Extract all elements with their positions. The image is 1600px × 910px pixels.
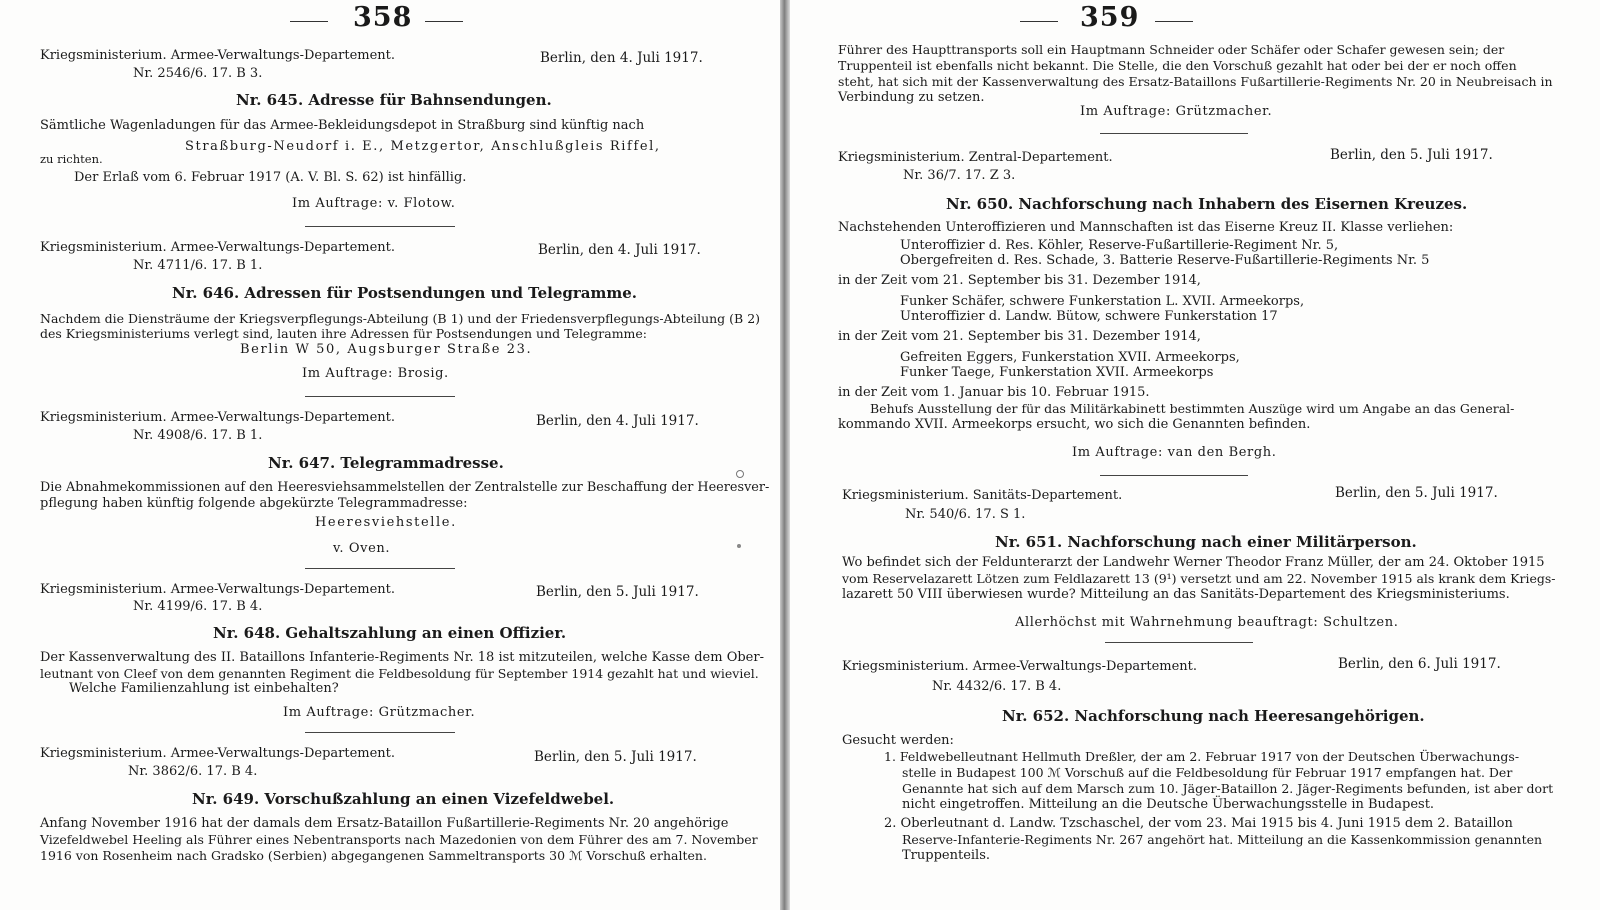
address-line: Straßburg-Neudorf i. E., Metzgertor, Anschlußgleis Riffel, — [185, 139, 661, 154]
signature-line: Allerhöchst mit Wahrnehmung beauftragt: Schultzen. — [1015, 615, 1399, 630]
list-item: 1. Feldwebelleutnant Hellmuth Dreßler, der am 2. Februar 1917 von der Deutschen Überwachungs- — [884, 749, 1520, 764]
issuer-header: Kriegsministerium. Armee-Verwaltungs-Departement. — [40, 410, 396, 425]
body-text: des Kriegsministeriums verlegt sind, lauten ihre Adressen für Postsendungen und Telegramme: — [40, 326, 648, 341]
body-text: 1916 von Rosenheim nach Gradsko (Serbien) abgegangenen Sammeltransports 30 ℳ Vorschuß erhalten. — [40, 848, 707, 863]
issue-date: Berlin, den 4. Juli 1917. — [538, 242, 701, 258]
list-item: nicht eingetroffen. Mitteilung an die Deutsche Überwachungsstelle in Budapest. — [902, 797, 1435, 812]
body-text: Wo befindet sich der Feldunterarzt der Landwehr Werner Theodor Franz Müller, der am 24. Oktober 1915 — [842, 555, 1545, 570]
body-text: in der Zeit vom 21. September bis 31. Dezember 1914, — [838, 329, 1201, 344]
book-gutter — [780, 0, 790, 910]
section-divider — [305, 396, 455, 397]
issuer-header: Kriegsministerium. Armee-Verwaltungs-Departement. — [40, 746, 396, 761]
body-text: vom Reservelazarett Lötzen zum Feldlazarett 13 (9¹) versetzt und am 22. November 1915 als krank dem Kriegs- — [842, 571, 1556, 586]
issuer-header: Kriegsministerium. Armee-Verwaltungs-Departement. — [40, 48, 396, 63]
body-text: Truppenteil ist ebenfalls nicht bekannt. Die Stelle, die den Vorschuß gezahlt hat oder bei der er noch offen — [838, 58, 1517, 73]
issue-date: Berlin, den 4. Juli 1917. — [536, 413, 699, 429]
page-number-rule — [1155, 21, 1193, 22]
section-title: Nr. 649. Vorschußzahlung an einen Vizefeldwebel. — [192, 790, 615, 808]
signature-line: Im Auftrage: Brosig. — [302, 366, 449, 381]
body-text: Der Kassenverwaltung des II. Bataillons Infanterie-Regiments Nr. 18 ist mitzuteilen, welche Kasse dem Ober- — [40, 650, 764, 665]
reference-number: Nr. 4711/6. 17. B 1. — [133, 258, 263, 273]
body-text: Die Abnahmekommissionen auf den Heeresviehsammelstellen der Zentralstelle zur Beschaffung der Heeresver- — [40, 480, 770, 495]
page-number-rule — [290, 21, 328, 22]
body-text: Welche Familienzahlung ist einbehalten? — [69, 681, 339, 696]
address-line: Heeresviehstelle. — [315, 515, 457, 530]
body-text: Vizefeldwebel Heeling als Führer eines Nebentransports nach Mazedonien von dem Führer des am 7. November — [40, 832, 758, 847]
section-title: Nr. 651. Nachforschung nach einer Militärperson. — [995, 533, 1417, 551]
body-text: leutnant von Cleef von dem genannten Regiment die Feldbesoldung für September 1914 gezahlt hat und wieviel. — [40, 666, 759, 681]
list-item: Unteroffizier d. Res. Köhler, Reserve-Fußartillerie-Regiment Nr. 5, — [900, 238, 1339, 253]
body-text: kommando XVII. Armeekorps ersucht, wo sich die Genannten befinden. — [838, 417, 1311, 432]
reference-number: Nr. 540/6. 17. S 1. — [905, 507, 1026, 522]
list-item: Unteroffizier d. Landw. Bütow, schwere Funkerstation 17 — [900, 309, 1278, 324]
reference-number: Nr. 4199/6. 17. B 4. — [133, 599, 263, 614]
body-text: zu richten. — [40, 152, 103, 166]
list-item: Reserve-Infanterie-Regiments Nr. 267 angehört hat. Mitteilung an die Kassenkommission genannten — [902, 832, 1543, 847]
section-title: Nr. 652. Nachforschung nach Heeresangehörigen. — [1002, 707, 1425, 725]
body-text: pflegung haben künftig folgende abgekürzte Telegrammadresse: — [40, 496, 468, 511]
body-text: Behufs Ausstellung der für das Militärkabinett bestimmten Auszüge wird um Angabe an das General- — [870, 401, 1515, 416]
list-item: Obergefreiten d. Res. Schade, 3. Batterie Reserve-Fußartillerie-Regiments Nr. 5 — [900, 253, 1430, 268]
body-text: Der Erlaß vom 6. Februar 1917 (A. V. Bl. S. 62) ist hinfällig. — [74, 170, 467, 185]
list-item: Funker Taege, Funkerstation XVII. Armeekorps — [900, 365, 1214, 380]
list-item: Truppenteils. — [902, 848, 991, 863]
signature-line: Im Auftrage: Grützmacher. — [1080, 104, 1273, 119]
page-number-rule — [1020, 21, 1058, 22]
body-text: in der Zeit vom 1. Januar bis 10. Februar 1915. — [838, 385, 1150, 400]
page-number: 359 — [1080, 2, 1140, 33]
signature-line: Im Auftrage: Grützmacher. — [283, 705, 476, 720]
left-page — [0, 0, 780, 910]
body-text: in der Zeit vom 21. September bis 31. Dezember 1914, — [838, 273, 1201, 288]
section-divider — [305, 568, 455, 569]
section-title: Nr. 646. Adressen für Postsendungen und Telegramme. — [172, 284, 638, 302]
reference-number: Nr. 36/7. 17. Z 3. — [903, 168, 1016, 183]
issue-date: Berlin, den 5. Juli 1917. — [536, 584, 699, 600]
issuer-header: Kriegsministerium. Sanitäts-Departement. — [842, 488, 1123, 503]
punch-hole — [737, 544, 741, 548]
section-divider — [1100, 133, 1248, 134]
page-number: 358 — [353, 2, 413, 33]
list-item: stelle in Budapest 100 ℳ Vorschuß auf die Feldbesoldung für Februar 1917 empfangen hat. Der — [902, 765, 1513, 780]
section-title: Nr. 647. Telegrammadresse. — [268, 454, 504, 472]
body-text: Anfang November 1916 hat der damals dem Ersatz-Bataillon Fußartillerie-Regiments Nr. 20 angehörige — [40, 816, 729, 831]
section-divider — [1100, 475, 1248, 476]
issue-date: Berlin, den 5. Juli 1917. — [1330, 147, 1493, 163]
body-text: lazarett 50 VIII überwiesen wurde? Mitteilung an das Sanitäts-Departement des Kriegsministeriums. — [842, 587, 1510, 602]
issuer-header: Kriegsministerium. Armee-Verwaltungs-Departement. — [842, 659, 1198, 674]
body-text: Gesucht werden: — [842, 733, 954, 748]
reference-number: Nr. 4908/6. 17. B 1. — [133, 428, 263, 443]
section-divider — [305, 226, 455, 227]
section-title: Nr. 645. Adresse für Bahnsendungen. — [236, 91, 552, 109]
issue-date: Berlin, den 4. Juli 1917. — [540, 50, 703, 66]
address-line: Berlin W 50, Augsburger Straße 23. — [240, 342, 533, 357]
punch-hole — [736, 470, 744, 478]
issuer-header: Kriegsministerium. Armee-Verwaltungs-Departement. — [40, 582, 396, 597]
signature-line: v. Oven. — [333, 541, 391, 556]
body-text: Sämtliche Wagenladungen für das Armee-Bekleidungsdepot in Straßburg sind künftig nach — [40, 118, 645, 133]
issuer-header: Kriegsministerium. Zentral-Departement. — [838, 150, 1113, 165]
body-text: Verbindung zu setzen. — [838, 90, 985, 105]
body-text: Führer des Haupttransports soll ein Hauptmann Schneider oder Schäfer oder Schafer gewesen sein; der — [838, 42, 1505, 57]
signature-line: Im Auftrage: v. Flotow. — [292, 196, 456, 211]
reference-number: Nr. 4432/6. 17. B 4. — [932, 679, 1062, 694]
issue-date: Berlin, den 6. Juli 1917. — [1338, 656, 1501, 672]
section-title: Nr. 648. Gehaltszahlung an einen Offizier. — [213, 624, 567, 642]
issue-date: Berlin, den 5. Juli 1917. — [1335, 485, 1498, 501]
issue-date: Berlin, den 5. Juli 1917. — [534, 749, 697, 765]
issuer-header: Kriegsministerium. Armee-Verwaltungs-Departement. — [40, 240, 396, 255]
section-divider — [1105, 642, 1253, 643]
page-number-rule — [425, 21, 463, 22]
reference-number: Nr. 3862/6. 17. B 4. — [128, 764, 258, 779]
section-title: Nr. 650. Nachforschung nach Inhabern des Eisernen Kreuzes. — [946, 195, 1468, 213]
section-divider — [305, 732, 455, 733]
list-item: Gefreiten Eggers, Funkerstation XVII. Armeekorps, — [900, 350, 1240, 365]
list-item: Genannte hat sich auf dem Marsch zum 10. Jäger-Bataillon 2. Jäger-Regiments befunden, ist aber dort — [902, 781, 1554, 796]
list-item: Funker Schäfer, schwere Funkerstation L. XVII. Armeekorps, — [900, 294, 1305, 309]
body-text: Nachdem die Diensträume der Kriegsverpflegungs-Abteilung (B 1) und der Friedensverpflegungs-Abteilung (B 2) — [40, 311, 761, 326]
list-item: 2. Oberleutnant d. Landw. Tzschaschel, der vom 23. Mai 1915 bis 4. Juni 1915 dem 2. Bataillon — [884, 816, 1513, 831]
body-text: Nachstehenden Unteroffizieren und Mannschaften ist das Eiserne Kreuz II. Klasse verliehen: — [838, 220, 1454, 235]
reference-number: Nr. 2546/6. 17. B 3. — [133, 66, 263, 81]
signature-line: Im Auftrage: van den Bergh. — [1072, 445, 1277, 460]
body-text: steht, hat sich mit der Kassenverwaltung des Ersatz-Bataillons Fußartillerie-Regiments Nr. 20 in Neubreisach in — [838, 74, 1553, 89]
right-page — [790, 0, 1600, 910]
